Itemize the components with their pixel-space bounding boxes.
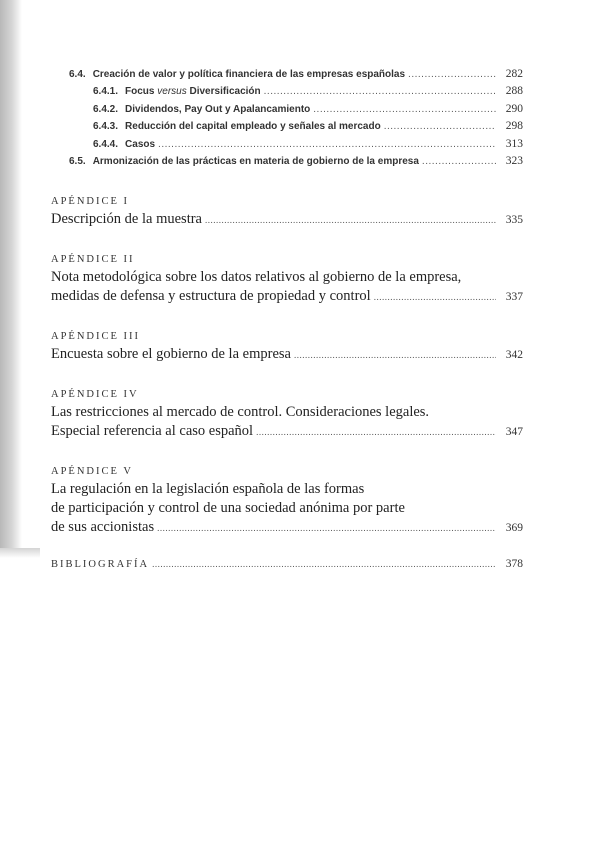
dot-leader: [256, 423, 496, 442]
toc-title-part: Diversificación: [186, 86, 261, 98]
appendix-title-line: Especial referencia al caso español: [51, 423, 254, 440]
appendix-title-line: medidas de defensa y estructura de propiedad y control: [51, 288, 371, 305]
bibliography-page-number: 378: [505, 558, 523, 571]
appendix-title-line: Las restricciones al mercado de control. Consideraciones legales.: [51, 404, 430, 421]
bibliography-entry[interactable]: [51, 558, 523, 570]
toc-page-number: 323: [505, 154, 523, 167]
appendix-title-row: [51, 422, 523, 442]
dot-leader: [313, 101, 496, 118]
scan-edge-shadow-bottom: [0, 548, 40, 558]
toc-title: Creación de valor y política financiera de las empresas españolas: [92, 69, 406, 80]
dot-leader: [157, 519, 496, 538]
toc-title: Dividendos, Pay Out y Apalancamiento: [125, 103, 311, 115]
appendix-i[interactable]: [51, 194, 523, 230]
toc-page-number: 313: [505, 137, 523, 150]
toc-page-number: 282: [505, 68, 523, 80]
appendix-title-line: Descripción de la muestra: [51, 211, 202, 228]
dot-leader: [205, 211, 496, 230]
toc-title: Armonización de las prácticas en materia de gobierno de la empresa: [92, 155, 419, 167]
toc-title: [125, 83, 261, 100]
toc-number: 6.4.3.: [93, 121, 119, 133]
table-of-contents: [51, 66, 523, 570]
appendix-ii[interactable]: [51, 252, 523, 307]
appendix-page-number: 347: [505, 426, 523, 439]
toc-title-part: Focus: [125, 86, 158, 98]
appendix-page-number: 337: [505, 291, 523, 304]
appendix-heading: APÉNDICE II: [51, 254, 135, 266]
appendix-title-row: [51, 345, 523, 365]
dot-leader: [422, 153, 496, 170]
toc-title: Reducción del capital empleado y señales al mercado: [125, 121, 381, 133]
toc-number: 6.4.1.: [93, 86, 119, 98]
appendix-page-number: 369: [505, 522, 523, 535]
appendix-title-line: de sus accionistas: [51, 519, 155, 536]
appendix-title-line: de participación y control de una sociedad anónima por parte: [51, 500, 405, 517]
toc-number: 6.4.: [69, 69, 86, 80]
appendix-title-line: Encuesta sobre el gobierno de la empresa: [51, 346, 291, 363]
appendix-title-row: [51, 210, 523, 230]
appendix-title-row: [51, 518, 523, 538]
appendix-title-line: La regulación en la legislación española de las formas: [51, 481, 365, 498]
toc-entry-6-4-1[interactable]: [51, 83, 523, 100]
toc-title: Casos: [125, 138, 156, 150]
toc-entry-6-5[interactable]: [51, 153, 523, 170]
appendix-title-line: Nota metodológica sobre los datos relativos al gobierno de la empresa,: [51, 269, 462, 286]
dot-leader: [158, 136, 496, 153]
toc-entry-6-4[interactable]: [51, 66, 523, 83]
toc-number: 6.4.2.: [93, 103, 119, 115]
toc-number: 6.5.: [69, 155, 86, 167]
toc-entry-6-4-2[interactable]: [51, 101, 523, 118]
dot-leader: [152, 559, 496, 569]
appendix-page-number: 342: [505, 349, 523, 362]
dot-leader: [264, 83, 496, 100]
dot-leader: [294, 346, 496, 365]
toc-entry-6-4-3[interactable]: [51, 118, 523, 135]
toc-title-italic: versus: [157, 86, 187, 98]
toc-entry-6-4-4[interactable]: [51, 136, 523, 153]
dot-leader: [408, 66, 496, 83]
dot-leader: [374, 288, 496, 307]
appendix-heading: APÉNDICE V: [51, 466, 133, 478]
toc-page-number: 288: [505, 85, 523, 98]
appendix-iii[interactable]: [51, 329, 523, 365]
dot-leader: [384, 118, 496, 135]
appendix-page-number: 335: [505, 214, 523, 227]
appendix-heading: APÉNDICE IV: [51, 389, 139, 401]
toc-page-number: 290: [505, 102, 523, 115]
scan-edge-shadow: [0, 0, 22, 552]
bibliography-label: BIBLIOGRAFÍA: [51, 559, 150, 571]
toc-number: 6.4.4.: [93, 138, 119, 150]
appendix-title-row: [51, 287, 523, 307]
appendix-v[interactable]: [51, 464, 523, 538]
appendix-iv[interactable]: [51, 387, 523, 442]
appendix-heading: APÉNDICE III: [51, 331, 141, 343]
appendix-heading: APÉNDICE I: [51, 196, 130, 208]
toc-page-number: 298: [505, 120, 523, 133]
